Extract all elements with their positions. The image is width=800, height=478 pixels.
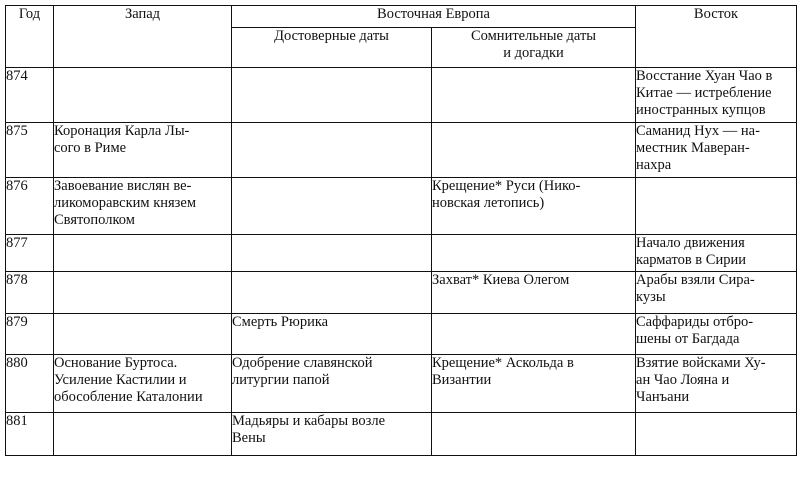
east-cell: Саманид Нух — на- местник Маверан- нахра xyxy=(636,123,797,178)
table-row xyxy=(6,123,797,178)
east-cell xyxy=(636,178,797,235)
table-row xyxy=(6,314,797,355)
year-cell: 878 xyxy=(6,272,54,314)
table-row xyxy=(6,272,797,314)
west-cell: Основание Буртоса. Усиление Кастилии и обособление Каталонии xyxy=(54,355,232,413)
east-cell: Арабы взяли Сира- кузы xyxy=(636,272,797,314)
header-reliable-dates: Достоверные даты xyxy=(232,28,432,68)
reliable-cell xyxy=(232,68,432,123)
year-cell: 877 xyxy=(6,235,54,272)
year-cell: 876 xyxy=(6,178,54,235)
doubtful-cell xyxy=(432,235,636,272)
reliable-cell xyxy=(232,235,432,272)
table-row xyxy=(6,68,797,123)
chronology-table xyxy=(5,5,797,456)
west-cell xyxy=(54,272,232,314)
header-doubtful-dates: Сомнительные даты и догадки xyxy=(432,28,636,68)
table-row xyxy=(6,413,797,456)
doubtful-cell xyxy=(432,314,636,355)
east-cell: Взятие войсками Ху- ан Чао Лояна и Чанъани xyxy=(636,355,797,413)
west-cell xyxy=(54,314,232,355)
doubtful-cell: Крещение* Аскольда в Византии xyxy=(432,355,636,413)
year-cell: 880 xyxy=(6,355,54,413)
doubtful-cell: Крещение* Руси (Нико- новская летопись) xyxy=(432,178,636,235)
west-cell: Коронация Карла Лы- сого в Риме xyxy=(54,123,232,178)
west-cell xyxy=(54,413,232,456)
header-west: Запад xyxy=(54,6,232,68)
east-cell: Восстание Хуан Чао в Китае — истребление иностранных купцов xyxy=(636,68,797,123)
year-cell: 881 xyxy=(6,413,54,456)
reliable-cell: Одобрение славянской литургии папой xyxy=(232,355,432,413)
reliable-cell xyxy=(232,272,432,314)
west-cell: Завоевание вислян ве- ликоморавским князем Святополком xyxy=(54,178,232,235)
east-cell xyxy=(636,413,797,456)
table-row xyxy=(6,235,797,272)
table-header xyxy=(6,6,797,68)
east-cell: Начало движения карматов в Сирии xyxy=(636,235,797,272)
year-cell: 874 xyxy=(6,68,54,123)
header-year: Год xyxy=(6,6,54,68)
west-cell xyxy=(54,68,232,123)
doubtful-cell: Захват* Киева Олегом xyxy=(432,272,636,314)
header-east: Восток xyxy=(636,6,797,68)
year-cell: 879 xyxy=(6,314,54,355)
doubtful-cell xyxy=(432,413,636,456)
reliable-cell: Смерть Рюрика xyxy=(232,314,432,355)
doubtful-cell xyxy=(432,68,636,123)
doubtful-cell xyxy=(432,123,636,178)
table-row xyxy=(6,178,797,235)
table-row xyxy=(6,355,797,413)
header-east-europe: Восточная Европа xyxy=(232,6,636,28)
east-cell: Саффариды отбро- шены от Багдада xyxy=(636,314,797,355)
west-cell xyxy=(54,235,232,272)
reliable-cell: Мадьяры и кабары возле Вены xyxy=(232,413,432,456)
year-cell: 875 xyxy=(6,123,54,178)
table-body xyxy=(6,68,797,456)
reliable-cell xyxy=(232,178,432,235)
reliable-cell xyxy=(232,123,432,178)
